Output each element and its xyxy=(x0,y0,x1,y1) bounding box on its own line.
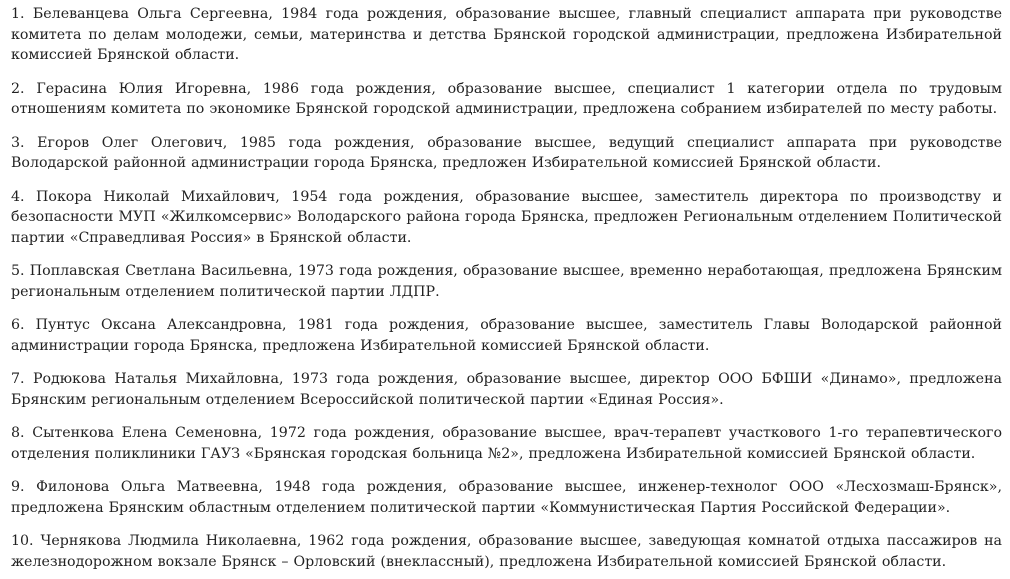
list-item-10: 10. Чернякова Людмила Николаевна, 1962 года рождения, образование высшее, заведующая комнатой отдыха пассажиров на железнодорожном вокзале Брянск – Орловский (внеклассный), предложена Избирательной комиссией Брянской области. xyxy=(11,533,1002,570)
list-item-8: 8. Сытенкова Елена Семеновна, 1972 года рождения, образование высшее, врач-терапевт участкового 1-го терапевтического отделения поликлиники ГАУЗ «Брянская городская больница №2», предложена Избирательной комиссией Брянской области. xyxy=(11,425,1002,462)
list-item-2: 2. Герасина Юлия Игоревна, 1986 года рождения, образование высшее, специалист 1 категории отдела по трудовым отношениям комитета по экономике Брянской городской администрации, предложена собранием избирателей по месту работы. xyxy=(11,80,1002,117)
list-item-9: 9. Филонова Ольга Матвеевна, 1948 года рождения, образование высшее, инженер-технолог ООО «Лесхозмаш-Брянск», предложена Брянским областным отделением политической партии «Коммунистическая Партия Российской Федерации». xyxy=(11,479,1002,516)
list-item-5: 5. Поплавская Светлана Васильевна, 1973 года рождения, образование высшее, временно неработающая, предложена Брянским региональным отделением политической партии ЛДПР. xyxy=(11,263,1002,300)
list-item-1: 1. Белеванцева Ольга Сергеевна, 1984 года рождения, образование высшее, главный специалист аппарата при руководстве комитета по делам молодежи, семьи, материнства и детства Брянской городской администрации, предложена Избирательной комиссией Брянской области. xyxy=(11,6,1002,63)
list-item-7: 7. Родюкова Наталья Михайловна, 1973 года рождения, образование высшее, директор ООО БФШИ «Динамо», предложена Брянским региональным отделением Всероссийской политической партии «Единая Россия». xyxy=(11,371,1002,408)
list-item-4: 4. Покора Николай Михайлович, 1954 года рождения, образование высшее, заместитель директора по производству и безопасности МУП «Жилкомсервис» Володарского района города Брянска, предложен Региональным отделением Политической партии «Справедливая Россия» в Брянской области. xyxy=(11,188,1002,246)
list-item-6: 6. Пунтус Оксана Александровна, 1981 года рождения, образование высшее, заместитель Главы Володарской районной администрации города Брянска, предложена Избирательной комиссией Брянской области. xyxy=(11,317,1002,354)
list-item-3: 3. Егоров Олег Олегович, 1985 года рождения, образование высшее, ведущий специалист аппарата при руководстве Володарской районной администрации города Брянска, предложен Избирательной комиссией Брянской области. xyxy=(11,134,1002,171)
